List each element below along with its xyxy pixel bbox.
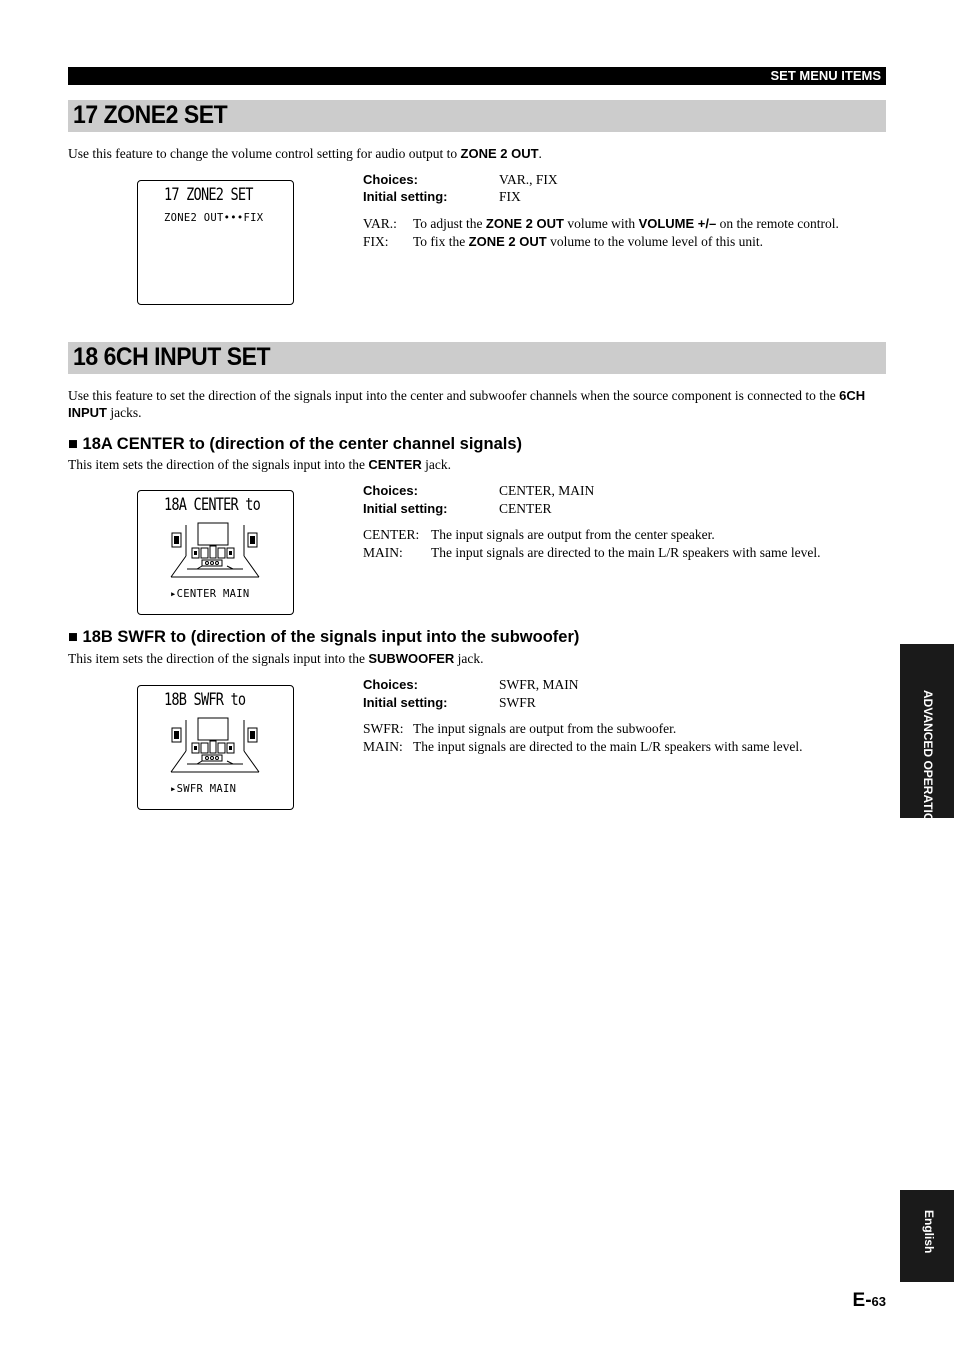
sub-end: jack. bbox=[454, 651, 484, 666]
option-text: To fix the bbox=[413, 234, 469, 249]
option-bold: ZONE 2 OUT bbox=[468, 234, 547, 249]
side-tab-label: English bbox=[922, 1210, 936, 1254]
lcd-line: ▸CENTER MAIN bbox=[170, 588, 250, 600]
choices-label: Choices: bbox=[363, 172, 418, 187]
side-tab-english bbox=[900, 1190, 954, 1282]
section-18-bar bbox=[68, 342, 886, 374]
subheading-18b-text bbox=[68, 650, 886, 667]
intro-text: Use this feature to set the direction of the signals input into the center and subwoofer channels when the source component is connected to the bbox=[68, 388, 840, 403]
choices-value: SWFR, MAIN bbox=[499, 677, 579, 692]
option-bold: VOLUME +/– bbox=[638, 216, 717, 231]
page-number bbox=[853, 1290, 886, 1312]
section-17-intro bbox=[68, 145, 886, 162]
option-text: The input signals are directed to the main L/R speakers with same level. bbox=[431, 545, 821, 560]
section-17-choices bbox=[363, 172, 886, 262]
option-key: MAIN: bbox=[363, 739, 403, 754]
option-text: volume to the volume level of this unit. bbox=[546, 234, 764, 249]
option-key: SWFR: bbox=[363, 721, 404, 736]
lcd-line: ▸SWFR MAIN bbox=[170, 783, 237, 795]
initial-label: Initial setting: bbox=[363, 189, 448, 204]
option-key: VAR.: bbox=[363, 216, 397, 231]
section-18-title: 18 6CH INPUT SET bbox=[73, 343, 271, 371]
option-text: The input signals are output from the subwoofer. bbox=[413, 721, 677, 736]
choices-value: CENTER, MAIN bbox=[499, 483, 595, 498]
option-key: FIX: bbox=[363, 234, 389, 249]
subheading-18b: ■ 18B SWFR to (direction of the signals input into the subwoofer) bbox=[68, 628, 580, 646]
initial-value: SWFR bbox=[499, 695, 536, 710]
option-text: on the remote control. bbox=[716, 216, 839, 231]
option-text: To adjust the bbox=[413, 216, 486, 231]
section-18-intro bbox=[68, 387, 886, 421]
option-key: CENTER: bbox=[363, 527, 420, 542]
option-text: The input signals are output from the center speaker. bbox=[431, 527, 715, 542]
sub-bold: CENTER bbox=[368, 457, 422, 472]
speaker-layout-icon bbox=[169, 521, 261, 579]
lcd-display-18a bbox=[137, 490, 294, 615]
running-header bbox=[68, 67, 886, 85]
subheading-18a-text bbox=[68, 456, 886, 473]
option-key: MAIN: bbox=[363, 545, 403, 560]
lcd-display-18b bbox=[137, 685, 294, 810]
intro-end: jacks. bbox=[107, 405, 142, 420]
lcd-line: ZONE2 OUT•••FIX bbox=[164, 212, 264, 224]
intro-text: Use this feature to change the volume control setting for audio output to bbox=[68, 146, 461, 161]
choices-value: VAR., FIX bbox=[499, 172, 558, 187]
page-digits: 63 bbox=[871, 1294, 886, 1309]
sub-end: jack. bbox=[421, 457, 452, 472]
option-bold: ZONE 2 OUT bbox=[485, 216, 564, 231]
initial-value: FIX bbox=[499, 189, 521, 204]
option-text: The input signals are directed to the main L/R speakers with same level. bbox=[413, 739, 803, 754]
option-text: volume with bbox=[563, 216, 639, 231]
lcd-title: 18A CENTER to bbox=[164, 495, 261, 515]
sub-text: This item sets the direction of the signals input into the bbox=[68, 457, 369, 472]
sub-bold: SUBWOOFER bbox=[368, 651, 455, 666]
section-18b-choices bbox=[363, 677, 886, 767]
lcd-display-zone2 bbox=[137, 180, 294, 305]
section-17-bar bbox=[68, 100, 886, 132]
choices-label: Choices: bbox=[363, 677, 418, 692]
intro-bold: 6CH INPUT bbox=[68, 388, 866, 420]
section-18a-choices bbox=[363, 483, 886, 573]
lcd-title: 18B SWFR to bbox=[164, 690, 246, 710]
sub-text: This item sets the direction of the signals input into the bbox=[68, 651, 369, 666]
side-tab-label: ADVANCED OPERATION bbox=[921, 690, 935, 831]
running-header-label: SET MENU ITEMS bbox=[770, 68, 881, 83]
subheading-18a: ■ 18A CENTER to (direction of the center channel signals) bbox=[68, 435, 523, 453]
intro-end: . bbox=[538, 146, 542, 161]
speaker-layout-icon bbox=[169, 716, 261, 774]
initial-label: Initial setting: bbox=[363, 695, 448, 710]
side-tab-advanced-operation bbox=[900, 644, 954, 831]
intro-bold: ZONE 2 OUT bbox=[460, 146, 539, 161]
initial-value: CENTER bbox=[499, 501, 552, 516]
choices-label: Choices: bbox=[363, 483, 418, 498]
section-17-title: 17 ZONE2 SET bbox=[73, 101, 228, 129]
initial-label: Initial setting: bbox=[363, 501, 448, 516]
lcd-title: 17 ZONE2 SET bbox=[164, 185, 253, 205]
page-prefix: E- bbox=[852, 1290, 872, 1311]
